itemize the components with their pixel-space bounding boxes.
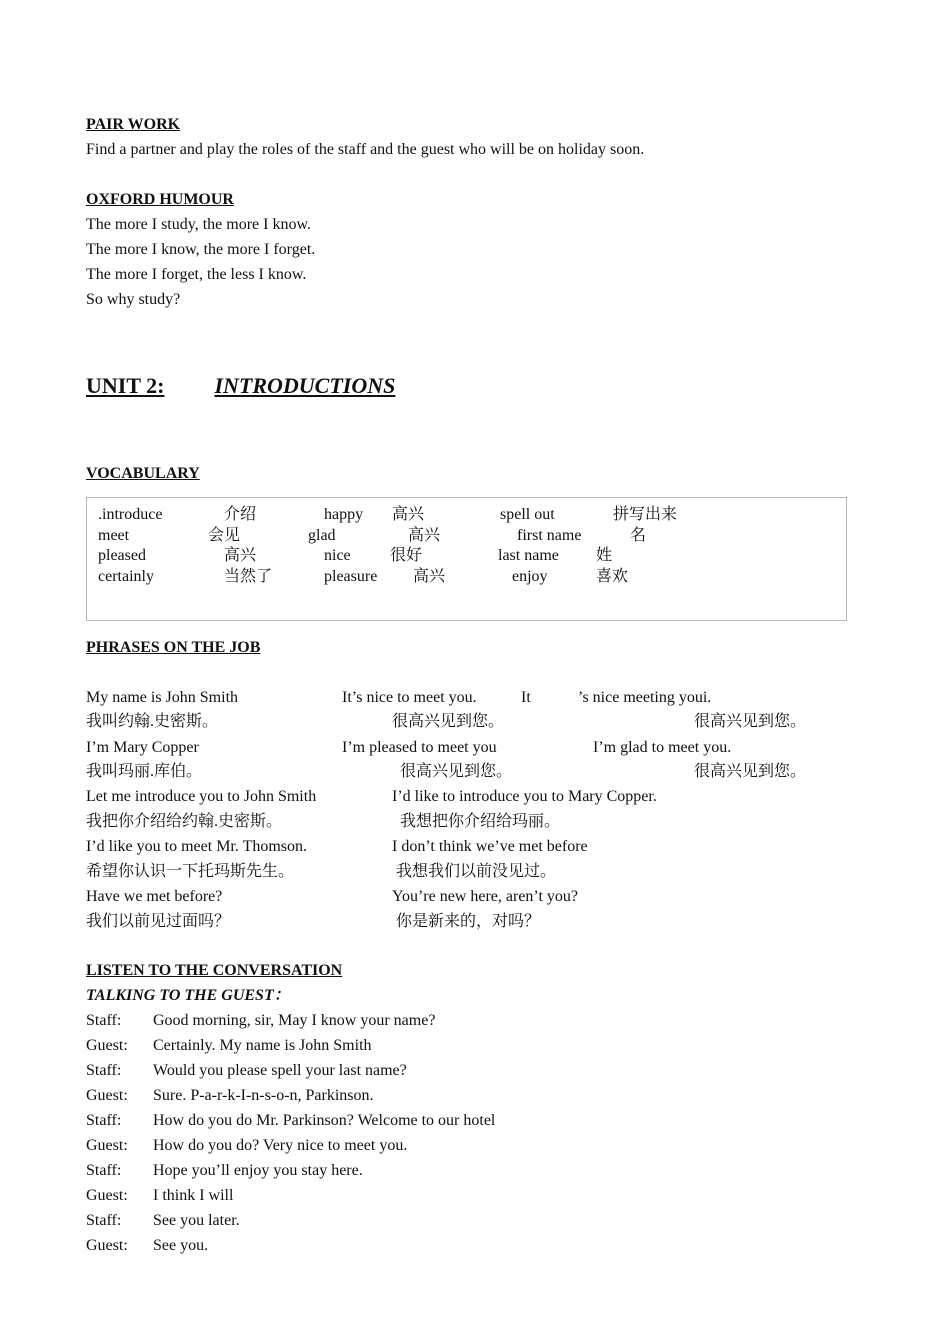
dialogue-text: Sure. P-a-r-k-I-n-s-o-n, Parkinson. (153, 1087, 374, 1104)
vocab-translation: 拼写出来 (613, 506, 678, 523)
phrase-translation: 很高兴见到您。 (400, 763, 513, 780)
phrase: It’s nice to meet you. (342, 689, 477, 706)
conversation-heading: LISTEN TO THE CONVERSATION (86, 962, 343, 979)
vocabulary-box (86, 497, 847, 621)
phrase-translation: 我们以前见过面吗？ (86, 913, 231, 930)
dialogue-text: How do you do? Very nice to meet you. (153, 1137, 408, 1154)
phrase: I’m Mary Copper (86, 739, 199, 756)
vocab-term: spell out (500, 506, 555, 523)
vocab-translation: 介绍 (224, 506, 257, 523)
dialogue-speaker: Staff: (86, 1212, 122, 1229)
vocab-term: pleasure (324, 568, 378, 585)
vocab-translation: 喜欢 (596, 568, 629, 585)
phrase-translation: 很高兴见到您。 (392, 713, 505, 730)
pair-work-heading: PAIR WORK (86, 116, 181, 133)
phrase: I’m glad to meet you. (593, 739, 732, 756)
dialogue-speaker: Staff: (86, 1012, 122, 1029)
dialogue-text: Certainly. My name is John Smith (153, 1037, 372, 1054)
vocab-term: certainly (98, 568, 154, 585)
pair-work-text: Find a partner and play the roles of the staff and the guest who will be on holiday soon. (86, 141, 645, 158)
phrase-translation: 我想把你介绍给玛丽。 (400, 813, 561, 830)
vocab-term: first name (517, 527, 582, 544)
phrase-translation: 我想我们以前没见过。 (396, 863, 557, 880)
phrase-translation: 很高兴见到您。 (694, 713, 807, 730)
vocab-translation: 高兴 (413, 568, 446, 585)
vocab-translation: 当然了 (224, 568, 273, 585)
vocab-translation: 很好 (390, 547, 423, 564)
phrase-translation: 你是新来的，对吗？ (396, 913, 541, 930)
vocab-term: last name (498, 547, 559, 564)
dialogue-speaker: Guest: (86, 1187, 128, 1204)
dialogue-text: See you later. (153, 1212, 240, 1229)
phrase: Let me introduce you to John Smith (86, 788, 317, 805)
conversation-subheading: TALKING TO THE GUEST： (86, 987, 290, 1004)
dialogue-speaker: Guest: (86, 1037, 128, 1054)
humour-line: The more I study, the more I know. (86, 216, 311, 233)
dialogue-text: Hope you’ll enjoy you stay here. (153, 1162, 363, 1179)
vocab-translation: 名 (630, 527, 647, 544)
vocabulary-heading: VOCABULARY (86, 465, 200, 482)
phrase: I’m pleased to meet you (342, 739, 497, 756)
dialogue-text: I think I will (153, 1187, 234, 1204)
vocab-term: pleased (98, 547, 146, 564)
dialogue-speaker: Staff: (86, 1112, 122, 1129)
vocab-term: enjoy (512, 568, 548, 585)
vocab-term: happy (324, 506, 364, 523)
phrase-translation: 很高兴见到您。 (694, 763, 807, 780)
vocab-translation: 高兴 (408, 527, 441, 544)
phrase: You’re new here, aren’t you? (392, 888, 579, 905)
vocab-translation: 高兴 (224, 547, 257, 564)
dialogue-text: Good morning, sir, May I know your name? (153, 1012, 436, 1029)
phrases-heading: PHRASES ON THE JOB (86, 639, 261, 656)
dialogue-text: How do you do Mr. Parkinson? Welcome to our hotel (153, 1112, 496, 1129)
vocab-translation: 会见 (208, 527, 241, 544)
vocab-translation: 姓 (596, 547, 613, 564)
phrase-translation: 我把你介绍给约翰.史密斯。 (86, 813, 283, 830)
phrase: My name is John Smith (86, 689, 239, 706)
phrase-translation: 希望你认识一下托玛斯先生。 (86, 863, 295, 880)
vocab-term: meet (98, 527, 130, 544)
vocab-term: glad (308, 527, 336, 544)
dialogue-text: See you. (153, 1237, 209, 1254)
unit-label: UNIT 2: (86, 373, 165, 398)
dialogue-speaker: Guest: (86, 1087, 128, 1104)
unit-title (86, 373, 395, 399)
vocab-term: .introduce (98, 506, 163, 523)
phrase: Have we met before? (86, 888, 223, 905)
dialogue-text: Would you please spell your last name? (153, 1062, 407, 1079)
vocab-translation: 高兴 (392, 506, 425, 523)
humour-line: So why study? (86, 291, 181, 308)
oxford-humour-heading: OXFORD HUMOUR (86, 191, 234, 208)
phrase: I don’t think we’ve met before (392, 838, 588, 855)
phrase: I’d like to introduce you to Mary Copper. (392, 788, 657, 805)
phrase: I’d like you to meet Mr. Thomson. (86, 838, 308, 855)
phrase: ’s nice meeting youi. (578, 689, 712, 706)
dialogue-speaker: Guest: (86, 1137, 128, 1154)
humour-line: The more I know, the more I forget. (86, 241, 316, 258)
vocab-term: nice (324, 547, 351, 564)
phrase-translation: 我叫约翰.史密斯。 (86, 713, 219, 730)
dialogue-speaker: Staff: (86, 1162, 122, 1179)
unit-subtitle: INTRODUCTIONS (214, 373, 396, 398)
dialogue-speaker: Guest: (86, 1237, 128, 1254)
phrase-translation: 我叫玛丽.库伯。 (86, 763, 203, 780)
dialogue-speaker: Staff: (86, 1062, 122, 1079)
humour-line: The more I forget, the less I know. (86, 266, 307, 283)
phrase: It (521, 689, 531, 706)
